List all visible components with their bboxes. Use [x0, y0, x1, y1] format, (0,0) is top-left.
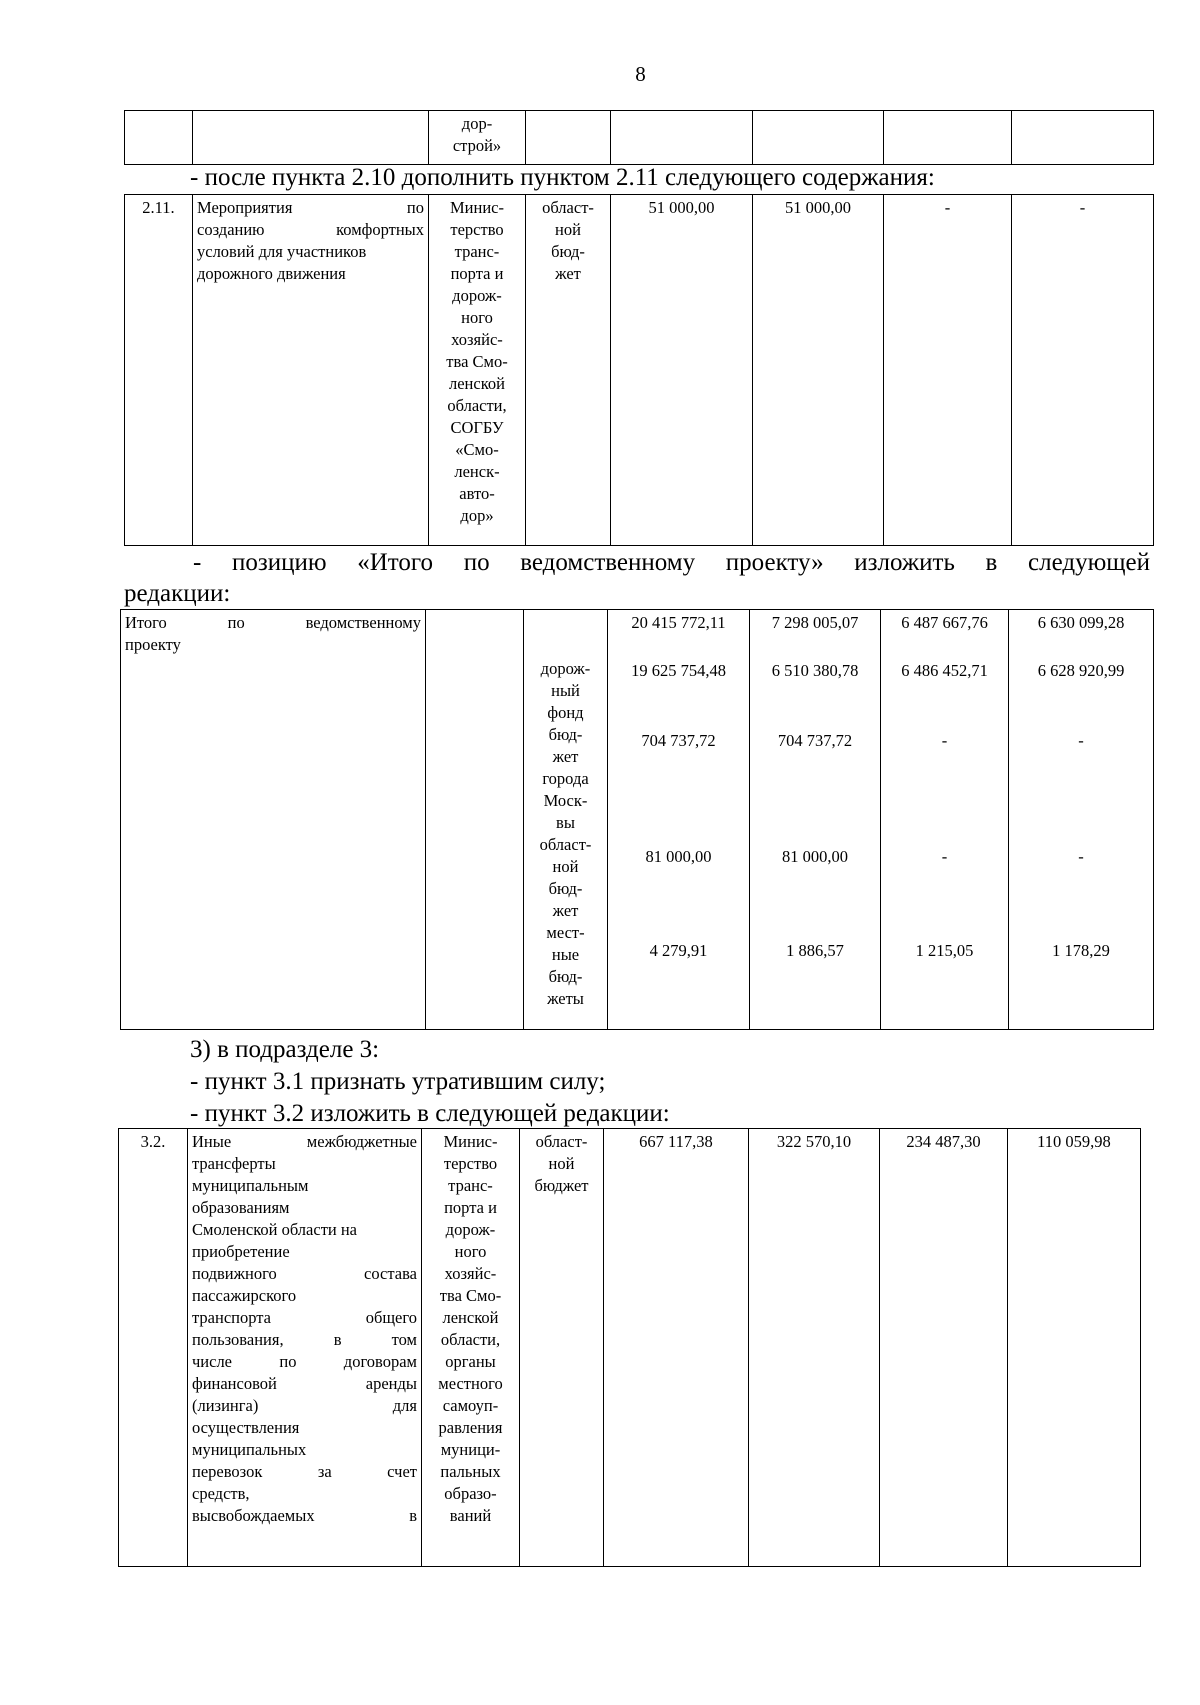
cell-line: бюд-	[548, 967, 583, 986]
cell-line: терство	[443, 1154, 498, 1173]
cell-line: 1 178,29	[1052, 941, 1110, 960]
cell-line: дор»	[460, 506, 494, 525]
cell-line: фонд	[547, 703, 584, 722]
cell-line: дор-	[461, 114, 493, 133]
cell-line: област-	[539, 835, 592, 854]
cell-line: -	[941, 847, 948, 866]
cell-line: пальных	[440, 1462, 501, 1481]
cell-line: порта и	[450, 264, 504, 283]
subsection-3-item-2: - пункт 3.2 изложить в следующей редакции:	[190, 1100, 670, 1127]
cell-responsible	[429, 111, 526, 165]
cell-line: ной	[555, 220, 581, 239]
cell-line: строй»	[452, 136, 502, 155]
cell-line: 4 279,91	[649, 941, 708, 960]
cell-line: ный	[551, 681, 580, 700]
cell-line: мест-	[546, 923, 585, 942]
cell-line: средств,	[192, 1484, 250, 1503]
cell-line: трансферты	[192, 1154, 276, 1173]
cell-line: пользования, в том	[192, 1330, 417, 1349]
cell-line: местного	[438, 1374, 503, 1393]
subsection-3-heading: 3) в подразделе 3:	[190, 1036, 380, 1063]
row-responsible	[429, 195, 526, 546]
row-year2: 234 487,30	[880, 1129, 1008, 1567]
cell-line: 20 415 772,11	[631, 613, 726, 632]
cell-line: СОГБУ	[450, 418, 504, 437]
instruction-itogo-cont: редакции:	[124, 580, 231, 607]
itogo-year1-col	[750, 610, 881, 1030]
cell-line: -	[1078, 731, 1084, 750]
cell-line: 1 215,05	[915, 941, 974, 960]
cell-line: образо-	[444, 1484, 497, 1503]
cell-line: 704 737,72	[777, 731, 853, 750]
cell-line: образованиям	[192, 1198, 290, 1217]
cell-name	[193, 111, 429, 165]
row-name	[188, 1129, 422, 1567]
cell-line: ленской	[442, 1308, 499, 1327]
cell-line: бюд-	[548, 879, 583, 898]
page-number: 8	[635, 62, 646, 86]
row-total: 667 117,38	[604, 1129, 749, 1567]
cell-line: жет	[552, 901, 579, 920]
cell-line: Минис-	[450, 198, 504, 217]
cell-line: ного	[461, 308, 493, 327]
cell-line: бюд-	[551, 242, 585, 261]
cell-line: города	[542, 769, 589, 788]
cell-line: жет	[555, 264, 581, 283]
cell-line: бюд-	[548, 725, 583, 744]
cell-line: финансовой аренды	[192, 1374, 417, 1393]
cell-line: 6 510 380,78	[771, 661, 859, 680]
cell-line: высвобождаемых в	[192, 1506, 417, 1525]
cell-line: хозяйс-	[444, 1264, 497, 1283]
cell-line: осуществления	[192, 1418, 300, 1437]
cell-line: област-	[542, 198, 594, 217]
cell-line: тва Смо-	[446, 352, 508, 371]
itogo-source	[524, 610, 608, 1030]
cell-line: органы	[445, 1352, 496, 1371]
cell-line: Итого по ведомственному	[125, 613, 421, 632]
cell-line: самоуп-	[442, 1396, 499, 1415]
cell-line: транс-	[448, 1176, 493, 1195]
cell-line: област-	[535, 1132, 588, 1151]
instruction-itogo: - позицию «Итого по ведомственному проекту» изложить в следующей	[193, 549, 1150, 576]
cell-line: 81 000,00	[782, 847, 848, 866]
table-row-2-11	[124, 194, 1154, 546]
cell-line: 6 628 920,99	[1037, 661, 1125, 680]
cell-line: 7 298 005,07	[771, 613, 859, 632]
itogo-year3-col	[1009, 610, 1154, 1030]
cell-line: числе по договорам	[192, 1352, 417, 1371]
cell-line: 6 487 667,76	[901, 613, 988, 632]
cell-line: приобретение	[192, 1242, 290, 1261]
cell-line: муници-	[440, 1440, 501, 1459]
row-number: 2.11.	[125, 195, 193, 546]
cell-line: 1 886,57	[786, 941, 844, 960]
row-total: 51 000,00	[611, 195, 753, 546]
cell-line: подвижного состава	[192, 1264, 417, 1283]
table-itogo	[120, 609, 1154, 1030]
instruction-after-2-10: - после пункта 2.10 дополнить пунктом 2.11 следующего содержания:	[190, 164, 935, 191]
row-source	[520, 1129, 604, 1567]
cell-line: -	[1078, 847, 1084, 866]
row-number: 3.2.	[119, 1129, 188, 1567]
cell-num	[125, 111, 193, 165]
cell-line: перевозок за счет	[192, 1462, 417, 1481]
cell-line: дорожного движения	[197, 264, 346, 283]
cell-line: терство	[450, 220, 504, 239]
itogo-responsible	[426, 610, 524, 1030]
cell-line: пассажирского	[192, 1286, 297, 1305]
cell-line: тва Смо-	[439, 1286, 502, 1305]
cell-line: равления	[438, 1418, 503, 1437]
row-source	[526, 195, 611, 546]
cell-line: транс-	[454, 242, 500, 261]
cell-line: ной	[548, 1154, 575, 1173]
cell-line: 6 486 452,71	[901, 661, 988, 680]
cell-line: хозяйс-	[451, 330, 503, 349]
cell-line: дорож-	[452, 286, 502, 305]
cell-line: Мероприятия по	[197, 198, 424, 217]
cell-line: Смоленской области на	[192, 1220, 358, 1239]
table-row-3-2	[118, 1128, 1141, 1567]
subsection-3-item-1: - пункт 3.1 признать утратившим силу;	[190, 1068, 606, 1095]
row-year3: 110 059,98	[1008, 1129, 1141, 1567]
table-fragment-top	[124, 110, 1154, 165]
cell-line: 704 737,72	[641, 731, 716, 750]
cell-line: ные	[551, 945, 580, 964]
cell-line: жеты	[547, 989, 584, 1008]
cell-line: дорож-	[445, 1220, 496, 1239]
cell-line: муниципальных	[192, 1440, 307, 1459]
cell-line: (лизинга) для	[192, 1396, 417, 1415]
cell-line: Моск-	[543, 791, 588, 810]
cell-line: -	[941, 731, 948, 750]
cell-line: 19 625 754,48	[631, 661, 726, 680]
row-year1: 51 000,00	[753, 195, 884, 546]
row-name	[193, 195, 429, 546]
cell-line: вы	[556, 813, 575, 832]
cell-line: бюджет	[534, 1176, 589, 1195]
row-responsible	[422, 1129, 520, 1567]
cell-line: 81 000,00	[645, 847, 712, 866]
cell-line: муниципальным	[192, 1176, 309, 1195]
itogo-name	[121, 610, 426, 1030]
cell-line: проекту	[125, 635, 181, 654]
cell-line: ленск-	[454, 462, 500, 481]
cell-line: авто-	[459, 484, 495, 503]
cell-line: транспорта общего	[192, 1308, 417, 1327]
cell-line: ваний	[449, 1506, 492, 1525]
cell-line: порта и	[444, 1198, 497, 1217]
cell-line: ленской	[449, 374, 505, 393]
cell-line: области,	[440, 1330, 501, 1349]
cell-line: созданию комфортных	[197, 220, 424, 239]
cell-line: Иные межбюджетные	[192, 1132, 417, 1151]
cell-line: ной	[552, 857, 579, 876]
cell-line: области,	[447, 396, 507, 415]
cell-line: условий для участников	[197, 242, 367, 261]
cell-line: «Смо-	[455, 440, 499, 459]
row-year1: 322 570,10	[749, 1129, 880, 1567]
itogo-total-col	[608, 610, 750, 1030]
cell-line: жет	[552, 747, 579, 766]
row-year3: -	[1012, 195, 1154, 546]
row-year2: -	[884, 195, 1012, 546]
cell-line: 6 630 099,28	[1037, 613, 1125, 632]
itogo-year2-col	[881, 610, 1009, 1030]
cell-line: Минис-	[443, 1132, 498, 1151]
cell-line: ного	[454, 1242, 487, 1261]
cell-line: дорож-	[540, 659, 591, 678]
